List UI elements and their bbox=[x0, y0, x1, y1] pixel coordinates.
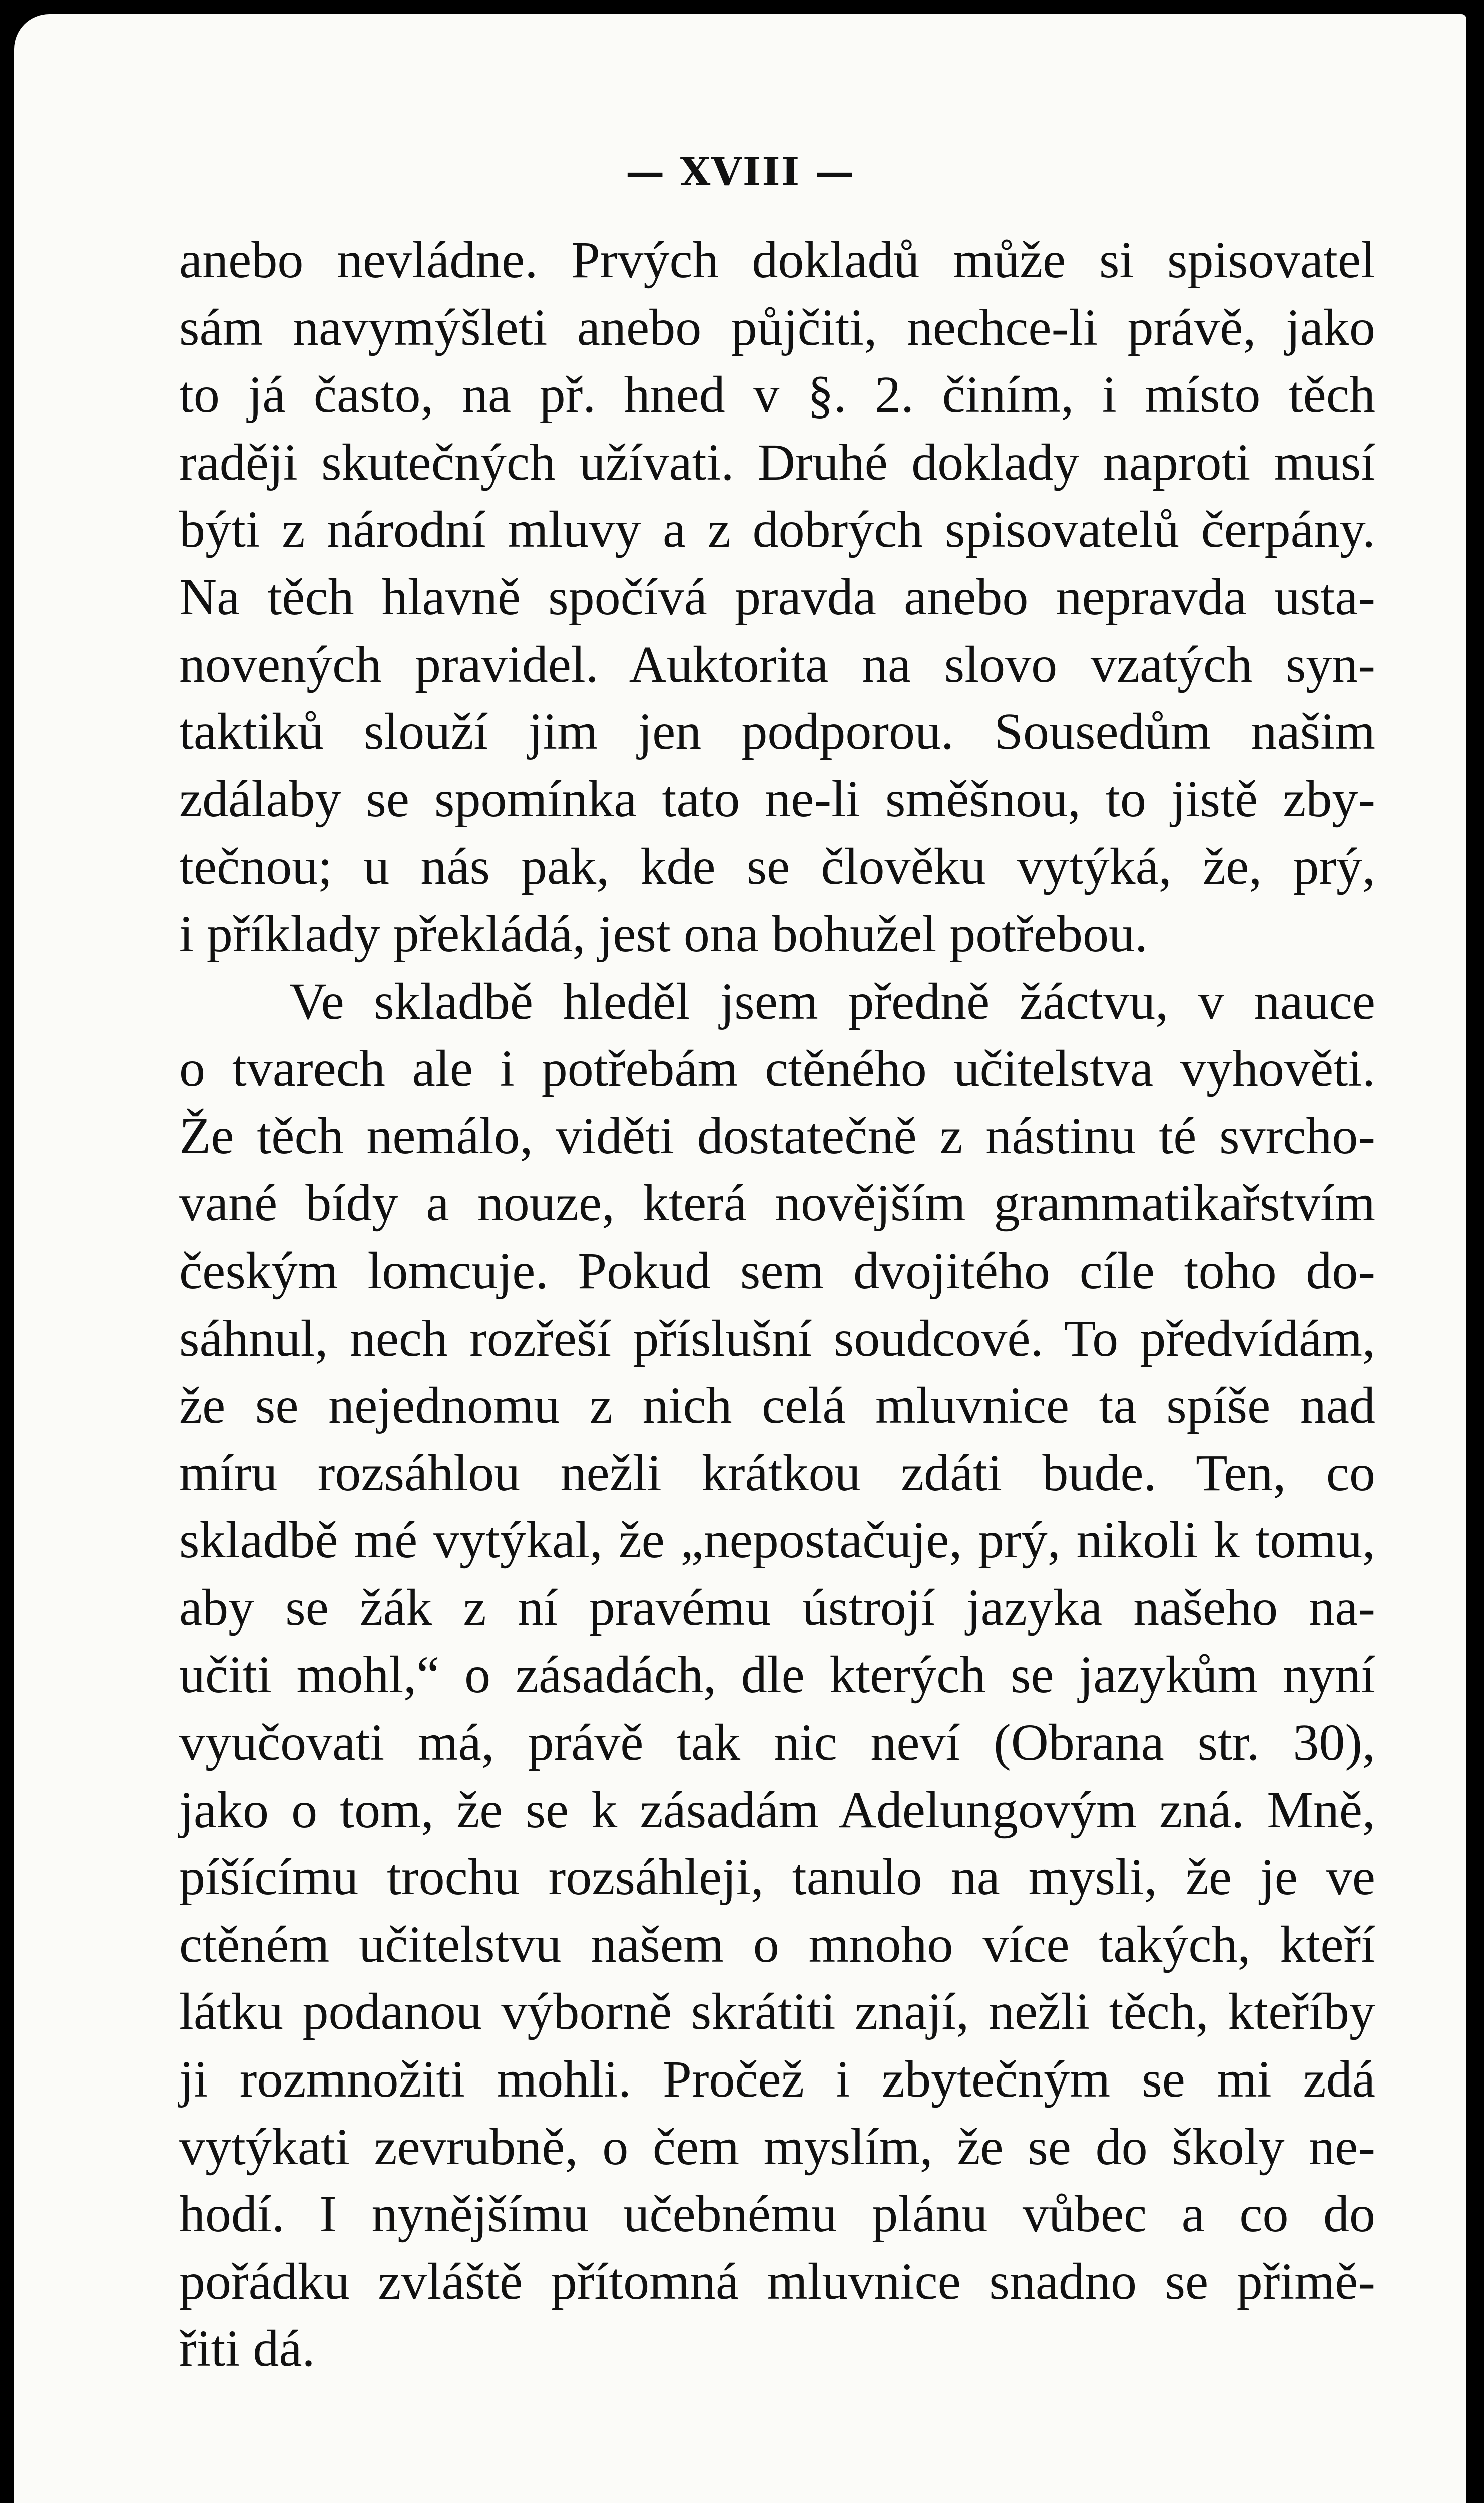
text-line: aby se žák z ní pravému ústrojí jazyka našeho na- bbox=[179, 1578, 1375, 1636]
text-line: ctěném učitelstvu našem o mnoho více takých, kteří bbox=[179, 1915, 1375, 1973]
body-text bbox=[179, 227, 1375, 2383]
text-line: to já často, na př. hned v §. 2. činím, i místo těch bbox=[179, 366, 1375, 424]
text-line: vyučovati má, právě tak nic neví (Obrana str. 30), bbox=[179, 1714, 1375, 1772]
text-line: pořádku zvláště přítomná mluvnice snadno se přimě- bbox=[179, 2252, 1375, 2310]
text-line: býti z národní mluvy a z dobrých spisovatelů čerpány. bbox=[179, 501, 1375, 559]
text-line: zdálaby se spomínka tato ne-li směšnou, to jistě zby- bbox=[179, 770, 1375, 828]
text-line: píšícímu trochu rozsáhleji, tanulo na mysli, že je ve bbox=[179, 1848, 1375, 1906]
text-line: skladbě mé vytýkal, že „nepostačuje, prý, nikoli k tomu, bbox=[179, 1511, 1375, 1569]
text-line: novených pravidel. Auktorita na slovo vzatých syn- bbox=[179, 635, 1375, 693]
text-line: Na těch hlavně spočívá pravda anebo nepravda usta- bbox=[179, 568, 1375, 626]
paragraph-end-line: řiti dá. bbox=[179, 2320, 315, 2378]
paragraph-end-line: i příklady překládá, jest ona bohužel potřebou. bbox=[179, 905, 1148, 963]
text-line: sáhnul, nech rozřeší příslušní soudcové. To předvídám, bbox=[179, 1309, 1375, 1367]
text-line: hodí. I nynějšímu učebnému plánu vůbec a co do bbox=[179, 2185, 1375, 2243]
text-line: jako o tom, že se k zásadám Adelungovým zná. Mně, bbox=[179, 1781, 1375, 1839]
text-line: vané bídy a nouze, která novějším grammatikařstvím bbox=[179, 1174, 1375, 1232]
book-page bbox=[14, 14, 1466, 2503]
paragraph-start-line: Ve skladbě hleděl jsem předně žáctvu, v nauce bbox=[289, 972, 1375, 1030]
text-line: raději skutečných užívati. Druhé doklady naproti musí bbox=[179, 433, 1375, 491]
text-line: látku podanou výborně skrátiti znají, nežli těch, kteříby bbox=[179, 1983, 1375, 2041]
text-line: o tvarech ale i potřebám ctěného učitelstva vyhověti. bbox=[179, 1040, 1375, 1098]
text-line: anebo nevládne. Prvých dokladů může si spisovatel bbox=[179, 231, 1375, 289]
text-line: tečnou; u nás pak, kde se člověku vytýká, že, prý, bbox=[179, 838, 1375, 896]
text-line: taktiků slouží jim jen podporou. Sousedům našim bbox=[179, 703, 1375, 761]
text-line: českým lomcuje. Pokud sem dvojitého cíle toho do- bbox=[179, 1241, 1375, 1300]
text-line: že se nejednomu z nich celá mluvnice ta spíše nad bbox=[179, 1377, 1375, 1435]
text-line: ji rozmnožiti mohli. Pročež i zbytečným se mi zdá bbox=[179, 2050, 1375, 2109]
text-line: sám navymýšleti anebo půjčiti, nechce-li právě, jako bbox=[179, 298, 1375, 356]
text-line: Že těch nemálo, viděti dostatečně z nástinu té svrcho- bbox=[179, 1107, 1375, 1165]
text-line: učiti mohl,“ o zásadách, dle kterých se jazykům nyní bbox=[179, 1646, 1375, 1704]
text-line: vytýkati zevrubně, o čem myslím, že se do školy ne- bbox=[179, 2118, 1375, 2176]
page-number-header: — XVIII — bbox=[625, 149, 855, 195]
text-line: míru rozsáhlou nežli krátkou zdáti bude. Ten, co bbox=[179, 1444, 1375, 1502]
